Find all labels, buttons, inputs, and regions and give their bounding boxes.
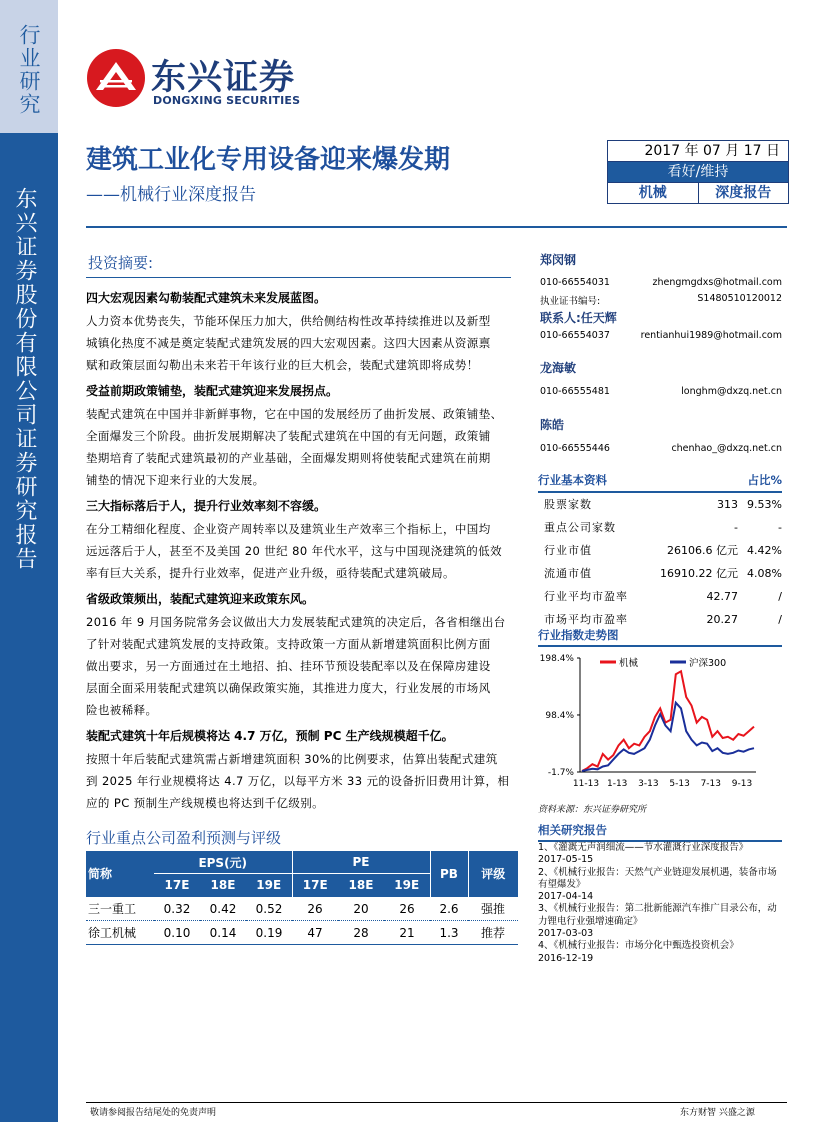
cell: 21 <box>384 921 430 945</box>
cell: 0.10 <box>154 921 200 945</box>
row-value: 16910.22 亿元 <box>660 567 738 580</box>
list-item[interactable] <box>538 867 786 904</box>
legend-label: 机械 <box>619 658 639 669</box>
company-name: 徐工机械 <box>86 921 154 945</box>
analyst-cert <box>540 293 782 307</box>
analyst-list <box>540 251 782 454</box>
analyst-contact <box>540 277 782 288</box>
row-label: 行业市值 <box>544 544 592 557</box>
row-label: 重点公司家数 <box>544 521 616 534</box>
report-date: 2017-04-14 <box>538 891 594 903</box>
basic-data-table <box>538 470 782 631</box>
list-item[interactable] <box>538 903 786 940</box>
y-tick-label: 198.4% <box>539 654 574 664</box>
section-1-body <box>86 310 511 376</box>
text-line: 险也被稀释。 <box>86 703 158 717</box>
header-divider <box>86 226 787 228</box>
rating-cell: 强推 <box>468 897 518 921</box>
analyst-card <box>540 251 782 307</box>
row-value: - <box>734 521 738 534</box>
cell: 20 <box>338 897 384 921</box>
tag-row <box>608 183 788 203</box>
analyst-card <box>540 416 782 454</box>
row-value: 313 <box>717 498 738 511</box>
cert-label: 执业证书编号: <box>540 296 601 307</box>
sidebar-category <box>0 0 58 133</box>
chart-source: 资料来源：东兴证券研究所 <box>538 805 647 815</box>
report-subtitle: ——机械行业深度报告 <box>86 185 256 205</box>
section-5-body <box>86 748 511 814</box>
cell: 47 <box>292 921 338 945</box>
col-pe-17e: 17E <box>292 874 338 897</box>
cell: 26 <box>384 897 430 921</box>
section-2-head: 受益前期政策铺垫，装配式建筑迎来发展拐点。 <box>86 384 339 398</box>
list-item[interactable] <box>538 842 786 867</box>
analyst-contact <box>540 330 782 341</box>
y-tick-label: -1.7% <box>547 768 574 778</box>
company-label: 东兴证券股份有限公司证券研究报告 <box>12 187 37 571</box>
section-5-head: 装配式建筑十年后规模将达 4.7 万亿，预制 PC 生产线规模超千亿。 <box>86 729 454 743</box>
report-name: 4、《机械行业报告：市场分化中甄选投资机会》 <box>538 940 739 952</box>
col-eps-19e: 19E <box>246 874 292 897</box>
text-line: 远远落后于人，甚至不及美国 20 世纪 80 年代水平，这与中国现浇建筑的低效 <box>86 544 502 558</box>
row-label: 行业平均市盈率 <box>544 590 628 603</box>
text-line: 赋和政策层面勾勒出未来若干年该行业的巨大机会，装配式建筑即将成势！ <box>86 358 479 372</box>
footer-disclaimer: 敬请参阅报告结尾处的免责声明 <box>90 1108 217 1118</box>
cell: 0.32 <box>154 897 200 921</box>
text-line: 人力资本优势丧失，节能环保压力加大，供给侧结构性改革持续推进以及新型 <box>86 314 491 328</box>
basic-data-title: 行业基本资料 <box>538 473 607 487</box>
report-info-box <box>607 140 789 204</box>
table-row <box>538 516 782 539</box>
x-tick-label: 3-13 <box>638 779 659 789</box>
basic-data-header <box>538 470 782 493</box>
x-tick-label: 7-13 <box>700 779 722 789</box>
report-date: 2017 年 07 月 17 日 <box>608 141 788 162</box>
row-pct: 4.42% <box>747 544 782 557</box>
summary-heading: 投资摘要: <box>88 254 154 272</box>
row-pct: 9.53% <box>747 498 782 511</box>
col-eps-18e: 18E <box>200 874 246 897</box>
logo-subtext: DONGXING SECURITIES <box>153 94 301 107</box>
section-4-body <box>86 611 511 721</box>
related-reports-title: 相关研究报告 <box>538 822 782 842</box>
x-tick-label: 9-13 <box>731 779 753 789</box>
col-eps-17e: 17E <box>154 874 200 897</box>
report-name: 1、《灌溉无声润细流——节水灌溉行业深度报告》 <box>538 842 749 853</box>
analyst-email[interactable]: rentianhui1989@hotmail.com <box>640 330 782 341</box>
x-tick-label: 5-13 <box>669 779 690 789</box>
text-line: 装配式建筑在中国并非新鲜事物，它在中国的发展经历了曲折发展、政策铺垫、 <box>86 407 503 421</box>
cell: 0.42 <box>200 897 246 921</box>
analyst-card <box>540 359 782 397</box>
legend-label: 沪深300 <box>689 658 727 669</box>
index-chart-title: 行业指数走势图 <box>538 627 782 647</box>
row-label: 股票家数 <box>544 498 592 511</box>
analyst-contact <box>540 386 782 397</box>
table-row <box>538 493 782 516</box>
table-row <box>538 562 782 585</box>
footer-divider <box>86 1102 787 1103</box>
cell: 0.52 <box>246 897 292 921</box>
col-eps: EPS(元) <box>154 851 292 874</box>
text-line: 应的 PC 预制生产线规模也将达到千亿级别。 <box>86 796 325 810</box>
col-pe: PE <box>292 851 430 874</box>
section-3-head: 三大指标落后于人，提升行业效率刻不容缓。 <box>86 499 327 513</box>
pct-column-header: 占比% <box>747 473 782 487</box>
report-name: 2、《机械行业报告：天然气产业链迎发展机遇，装备市场有望爆发》 <box>538 866 777 890</box>
analyst-email[interactable]: longhm@dxzq.net.cn <box>681 386 782 397</box>
cell: 0.19 <box>246 921 292 945</box>
row-label: 市场平均市盈率 <box>544 613 628 626</box>
table-row <box>538 585 782 608</box>
col-pe-19e: 19E <box>384 874 430 897</box>
category-label: 行业研究 <box>17 24 41 116</box>
index-chart <box>538 652 782 807</box>
industry-tag: 机械 <box>638 185 667 201</box>
report-date: 2016-12-19 <box>538 952 594 964</box>
text-line: 铺垫的情况下迎来行业的大发展。 <box>86 473 265 487</box>
analyst-phone: 010-66555481 <box>540 386 610 397</box>
row-value: 26106.6 亿元 <box>667 544 738 557</box>
cell: 28 <box>338 921 384 945</box>
text-line: 城镇化热度不减是奠定装配式建筑发展的四大宏观因素。这四大因素从资源禀 <box>86 336 491 350</box>
section-3-body <box>86 518 511 584</box>
logo-icon <box>86 48 146 108</box>
col-rating: 评级 <box>468 851 518 897</box>
x-tick-label: 1-13 <box>606 779 628 789</box>
cell: 0.14 <box>200 921 246 945</box>
cell: 2.6 <box>430 897 468 921</box>
col-name: 简称 <box>86 851 154 897</box>
table-row <box>86 897 518 921</box>
company-name: 三一重工 <box>86 897 154 921</box>
section-1-head: 四大宏观因素勾勒装配式建筑未来发展蓝图。 <box>86 291 327 305</box>
analyst-name: 龙海敏 <box>540 361 577 375</box>
list-item[interactable] <box>538 940 786 965</box>
analyst-phone: 010-66555446 <box>540 443 610 454</box>
analyst-email[interactable]: zhengmgdxs@hotmail.com <box>652 277 782 288</box>
row-pct: - <box>778 521 782 534</box>
row-value: 20.27 <box>706 613 738 626</box>
y-tick-label: 98.4% <box>545 710 574 721</box>
analyst-name: 联系人:任天辉 <box>540 311 617 325</box>
footer-slogan: 东方财智 兴盛之源 <box>680 1108 755 1118</box>
forecast-table <box>86 851 518 945</box>
forecast-title: 行业重点公司盈利预测与评级 <box>86 829 282 847</box>
logo-text: 东兴证券 <box>151 58 296 98</box>
col-pb: PB <box>430 851 468 897</box>
table-row <box>538 539 782 562</box>
row-label: 流通市值 <box>544 567 592 580</box>
text-line: 垫期培育了装配式建筑最初的产业基础，全面爆发期则将使装配式建筑在前期 <box>86 451 491 465</box>
analyst-card <box>540 309 782 341</box>
text-line: 率有巨大关系，提升行业效率，促进产业升级，亟待装配式建筑破局。 <box>86 566 455 580</box>
summary-body <box>86 283 511 814</box>
cell: 1.3 <box>430 921 468 945</box>
report-type-tag: 深度报告 <box>698 183 789 203</box>
table-row <box>86 921 518 945</box>
text-line: 了针对装配式建筑发展的支持政策。支持政策一方面从新增建筑面积比例方面 <box>86 637 491 651</box>
text-line: 做出要求，另一方面通过在土地招、拍、挂环节预设装配率以及在保障房建设 <box>86 659 491 673</box>
analyst-contact <box>540 443 782 454</box>
report-date: 2017-05-15 <box>538 854 594 866</box>
text-line: 2016 年 9 月国务院常务会议做出大力发展装配式建筑的决定后，各省相继出台 <box>86 615 506 629</box>
series-line <box>582 671 754 771</box>
report-title: 建筑工业化专用设备迎来爆发期 <box>86 145 451 175</box>
text-line: 全面爆发三个阶段。曲折发展期解决了装配式建筑在中国的有无问题，政策铺 <box>86 429 491 443</box>
rating-cell: 推荐 <box>468 921 518 945</box>
text-line: 层面全面采用装配式建筑以确保政策实施，其推进力度大，行业发展的市场风 <box>86 681 491 695</box>
analyst-name: 陈皓 <box>540 418 565 432</box>
row-value: 42.77 <box>706 590 738 603</box>
x-tick-label: 11-13 <box>572 779 600 789</box>
related-reports-list <box>538 842 786 965</box>
text-line: 按照十年后装配式建筑需占新增建筑面积 30%的比例要求，估算出装配式建筑 <box>86 752 498 766</box>
row-pct: 4.08% <box>747 567 782 580</box>
cell: 26 <box>292 897 338 921</box>
cert-number: S1480510120012 <box>697 293 782 304</box>
row-pct: / <box>778 613 782 626</box>
report-name: 3、《机械行业报告：第二批新能源汽车推广目录公布，动力锂电行业强增速确定》 <box>538 903 777 927</box>
section-2-body <box>86 403 511 491</box>
row-pct: / <box>778 590 782 603</box>
analyst-phone: 010-66554031 <box>540 277 610 288</box>
col-pe-18e: 18E <box>338 874 384 897</box>
summary-rule <box>86 277 511 278</box>
text-line: 到 2025 年行业规模将达 4.7 万亿，以每平方米 33 元的设备折旧费用计算，相 <box>86 774 510 788</box>
text-line: 在分工精细化程度、企业资产周转率以及建筑业生产效率三个指标上，中国均 <box>86 522 491 536</box>
analyst-name: 郑闵钢 <box>540 253 577 267</box>
section-4-head: 省级政策频出，装配式建筑迎来政策东风。 <box>86 592 315 606</box>
report-date: 2017-03-03 <box>538 928 594 940</box>
sidebar-company <box>0 133 58 1122</box>
analyst-phone: 010-66554037 <box>540 330 610 341</box>
analyst-email[interactable]: chenhao_@dxzq.net.cn <box>671 443 782 454</box>
rating-badge: 看好/维持 <box>608 162 788 183</box>
